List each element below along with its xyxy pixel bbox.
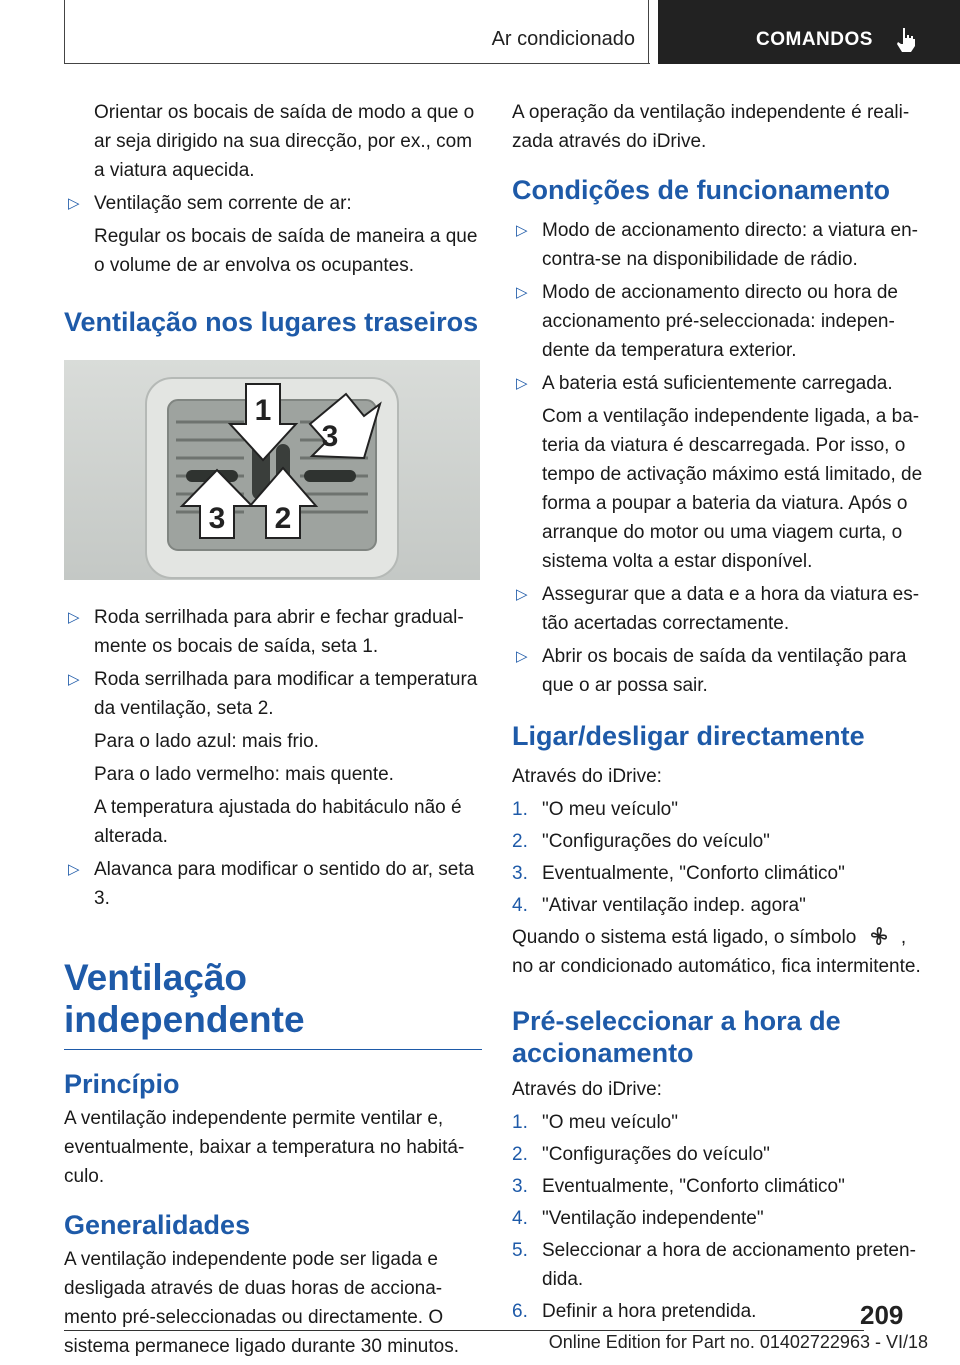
- symbol-text: [512, 923, 932, 981]
- numbered-step: [512, 827, 932, 856]
- numbered-step: [512, 1172, 932, 1201]
- section-heading-conditions: Condições de funcionamento: [512, 175, 891, 205]
- list-item: [64, 855, 482, 913]
- step-text: Eventualmente, "Conforto climático": [542, 863, 845, 884]
- section-title: Ar condicionado: [491, 28, 635, 50]
- step-text: "Ativar ventilação indep. agora": [542, 895, 806, 916]
- chapter-tab[interactable]: [658, 0, 960, 64]
- list-item: [512, 642, 932, 700]
- numbered-step: [512, 795, 932, 824]
- list-item: [512, 216, 932, 274]
- triangle-bullet-icon: ▷: [68, 195, 80, 212]
- step-number: 1.: [512, 1112, 528, 1133]
- list-item: [512, 369, 932, 398]
- step-text: "Ventilação independente": [542, 1208, 764, 1229]
- footer-edition: Online Edition for Part no. 01402722963 - VI/18: [548, 1332, 928, 1352]
- chapter-tab-label: COMANDOS: [756, 29, 873, 50]
- triangle-bullet-icon: ▷: [68, 609, 80, 626]
- step-text: Eventualmente, "Conforto climático": [542, 1176, 845, 1197]
- triangle-bullet-icon: ▷: [516, 284, 528, 301]
- symbol-text-end: , no ar condicionado automático, fica intermitente.: [512, 927, 921, 977]
- numbered-step: [512, 1140, 932, 1169]
- list-item-subtext: Regular os bocais de saída de maneira a que o volume de ar envolva os ocupantes.: [94, 226, 478, 276]
- numbered-step: [512, 859, 932, 888]
- list-item-text: Modo de accionamento directo ou hora de accionamento pré-seleccionada: indepen-dente da temperatura exterior.: [542, 282, 898, 361]
- step-number: 3.: [512, 863, 528, 884]
- list-item-text: Modo de accionamento directo: a viatura en-contra-se na disponibilidade de rádio.: [542, 220, 918, 270]
- symbol-text-start: Quando o sistema está ligado, o símbolo: [512, 927, 857, 948]
- step-text: "Configurações do veículo": [542, 1144, 770, 1165]
- list-item-text: A bateria está suficientemente carregada.: [542, 373, 893, 394]
- step-text: "O meu veículo": [542, 799, 678, 820]
- hand-pointer-icon: [894, 26, 918, 54]
- list-item-subtext: Com a ventilação independente ligada, a ba-teria da viatura é descarregada. Por isso, o tempo de activação máximo está limitado, de forma a poupar a bateria da viatura. Após o arranque do motor ou uma viagem curta, o sistema volta a estar disponível.: [542, 406, 923, 572]
- step-text: Seleccionar a hora de accionamento preten-dida.: [542, 1240, 916, 1290]
- list-item-subtext: Para o lado vermelho: mais quente.: [94, 764, 394, 785]
- step-text: "O meu veículo": [542, 1112, 678, 1133]
- step-number: 5.: [512, 1240, 528, 1261]
- footer-rule: [64, 1330, 864, 1331]
- numbered-step: [512, 1236, 932, 1294]
- step-number: 4.: [512, 1208, 528, 1229]
- list-item-subtext: Para o lado azul: mais frio.: [94, 731, 319, 752]
- fan-icon: [862, 926, 896, 946]
- triangle-bullet-icon: ▷: [68, 671, 80, 688]
- left-column: [64, 98, 482, 1365]
- chapter-heading: Ventilação independente: [64, 957, 482, 1050]
- page-number: 209: [860, 1300, 904, 1330]
- triangle-bullet-icon: ▷: [516, 586, 528, 603]
- intro-text: A operação da ventilação independente é reali-zada através do iDrive.: [512, 102, 910, 152]
- subheading-principle: Princípio: [64, 1069, 180, 1099]
- via-idrive-text: Através do iDrive:: [512, 766, 662, 787]
- figure-label-3-right: 3: [321, 420, 339, 453]
- step-number: 3.: [512, 1176, 528, 1197]
- intro-continuation: Orientar os bocais de saída de modo a que o ar seja dirigido na sua direcção, por ex., com a viatura aquecida.: [94, 102, 475, 181]
- list-item-text: Ventilação sem corrente de ar:: [94, 193, 352, 214]
- step-text: Definir a hora pretendida.: [542, 1301, 757, 1322]
- via-idrive-text: Através do iDrive:: [512, 1079, 662, 1100]
- step-number: 1.: [512, 799, 528, 820]
- list-item-text: Roda serrilhada para modificar a temperatura da ventilação, seta 2.: [94, 669, 478, 719]
- step-text: "Configurações do veículo": [542, 831, 770, 852]
- numbered-step: [512, 1204, 932, 1233]
- triangle-bullet-icon: ▷: [516, 222, 528, 239]
- subheading-general: Generalidades: [64, 1210, 251, 1240]
- header-rule-left: [64, 0, 65, 64]
- list-item-text: Assegurar que a data e a hora da viatura es-tão acertadas correctamente.: [542, 584, 920, 634]
- right-column: [512, 98, 932, 1329]
- numbered-step: [512, 1108, 932, 1137]
- list-item: [64, 665, 482, 723]
- numbered-step: [512, 891, 932, 920]
- list-item: [64, 603, 482, 661]
- general-text: A ventilação independente pode ser ligada e desligada através de duas horas de acciona-mento pré-seleccionadas ou directamente. O sistema permanece ligado durante 30 minutos.: [64, 1249, 460, 1357]
- principle-text: A ventilação independente permite ventilar e, eventualmente, baixar a temperatura no habitá-culo.: [64, 1108, 465, 1187]
- header-rule-bottom: [64, 63, 650, 64]
- list-item-text: Roda serrilhada para abrir e fechar gradual-mente os bocais de saída, seta 1.: [94, 607, 464, 657]
- figure-label-3-left: 3: [208, 502, 226, 535]
- section-heading-rear: Ventilação nos lugares traseiros: [64, 307, 479, 337]
- list-item: [512, 278, 932, 365]
- triangle-bullet-icon: ▷: [516, 648, 528, 665]
- figure-label-2: 2: [274, 502, 292, 535]
- step-number: 6.: [512, 1301, 528, 1322]
- triangle-bullet-icon: ▷: [68, 861, 80, 878]
- header-rule-mid: [648, 0, 649, 64]
- list-item: [64, 189, 482, 218]
- step-number: 2.: [512, 831, 528, 852]
- section-heading-preselect: Pré-seleccionar a hora de accionamento: [512, 1006, 841, 1068]
- list-item-subtext: A temperatura ajustada do habitáculo não é alterada.: [94, 797, 462, 847]
- triangle-bullet-icon: ▷: [516, 375, 528, 392]
- step-number: 2.: [512, 1144, 528, 1165]
- section-heading-direct: Ligar/desligar directamente: [512, 721, 865, 751]
- rear-vent-figure: [64, 360, 480, 580]
- figure-label-1: 1: [254, 394, 272, 427]
- step-number: 4.: [512, 895, 528, 916]
- list-item-text: Alavanca para modificar o sentido do ar, seta 3.: [94, 859, 475, 909]
- list-item: [512, 580, 932, 638]
- list-item-text: Abrir os bocais de saída da ventilação para que o ar possa sair.: [542, 646, 907, 696]
